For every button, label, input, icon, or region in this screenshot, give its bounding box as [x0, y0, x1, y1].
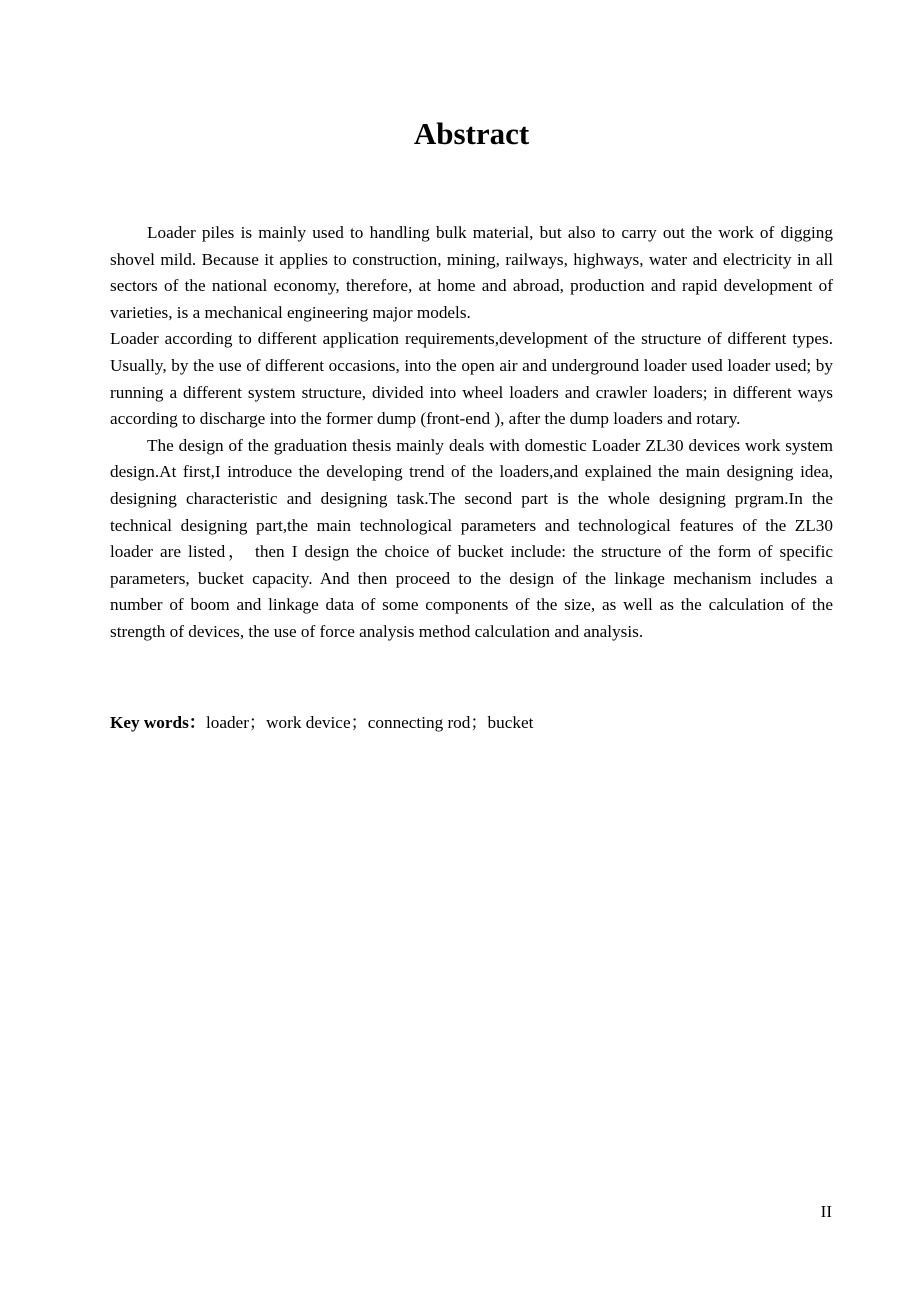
abstract-body: [110, 220, 833, 646]
abstract-paragraph-3: The design of the graduation thesis mainly deals with domestic Loader ZL30 devices work system design.At first,I introduce the developing trend of the loaders,and explained the main designing idea, designing characteristic and designing task.The second part is the whole designing prgram.In the technical designing part,the main technological parameters and technological features of the ZL30 loader are listed， then I design the choice of bucket include: the structure of the form of specific parameters, bucket capacity. And then proceed to the design of the linkage mechanism includes a number of boom and linkage data of some components of the size, as well as the calculation of the strength of devices, the use of force analysis method calculation and analysis.: [110, 435, 833, 641]
keywords-label: Key words：: [110, 713, 206, 732]
keywords-value: loader；work device；connecting rod；bucket: [205, 713, 534, 732]
keywords-line: [110, 710, 833, 736]
page-number: II: [820, 1202, 832, 1221]
page-title: Abstract: [413, 116, 530, 151]
abstract-paragraph-2: Loader according to different application requirements,development of the structure of different types. Usually, by the use of different occasions, into the open air and underground loader used loader used; by running a different system structure, divided into wheel loaders and crawler loaders; in different ways according to discharge into the former dump (front-end ), after the dump loaders and rotary.: [110, 329, 833, 429]
abstract-paragraph-1: Loader piles is mainly used to handling bulk material, but also to carry out the work of digging shovel mild. Because it applies to construction, mining, railways, highways, water and electricity in all sectors of the national economy, therefore, at home and abroad, production and rapid development of varieties, is a mechanical engineering major models.: [110, 223, 833, 322]
